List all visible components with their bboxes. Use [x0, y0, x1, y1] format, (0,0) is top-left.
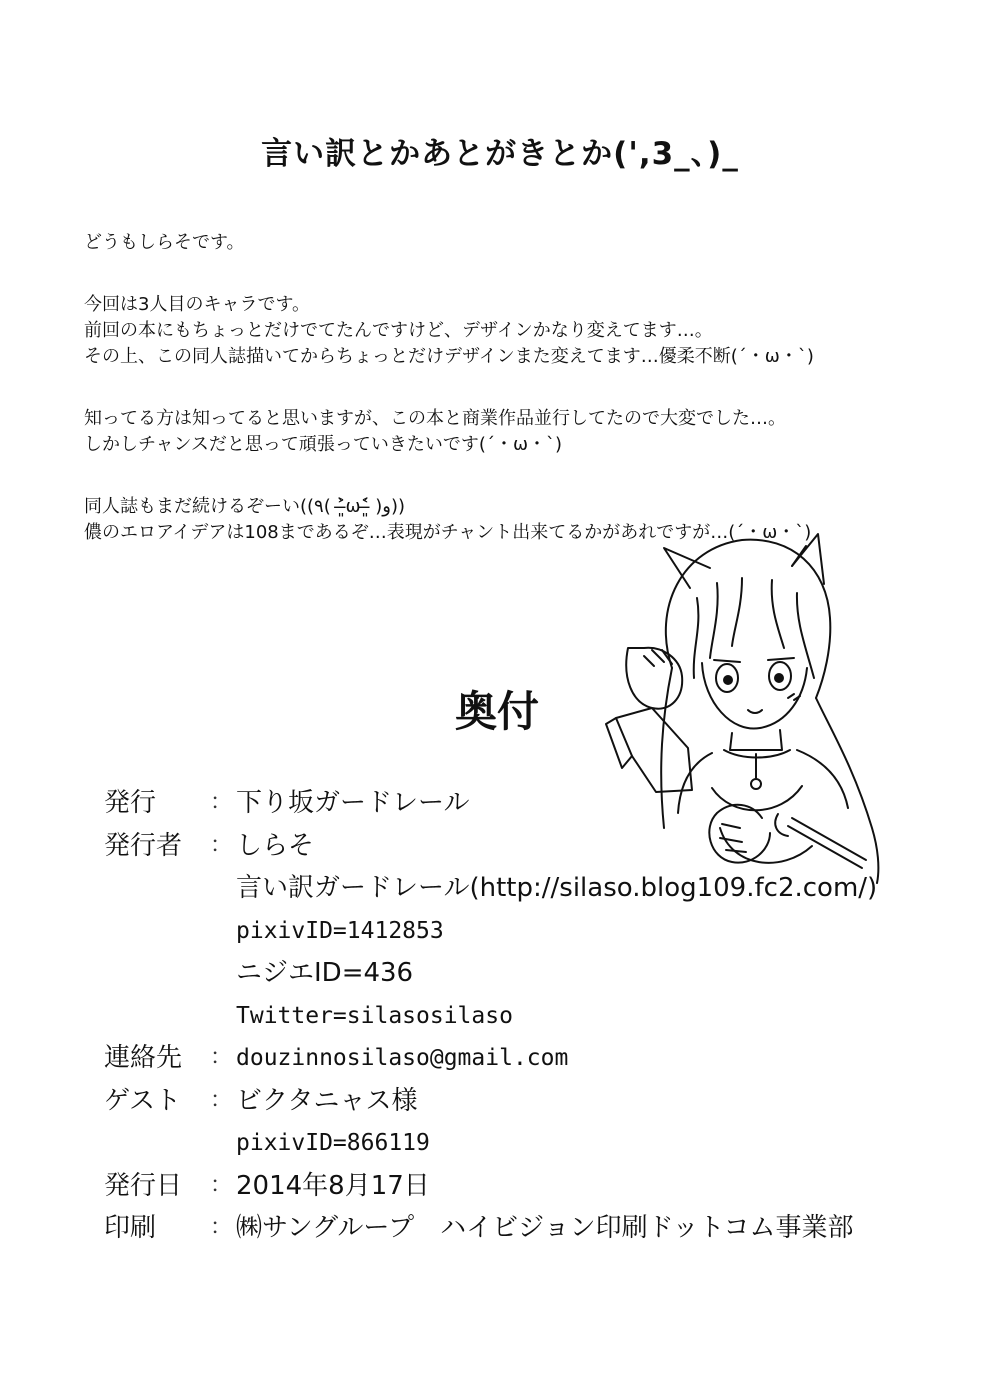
colophon-row-twitter: [104, 995, 964, 1038]
colophon-row-publisher: [104, 825, 964, 868]
colophon-value: douzinnosilaso@gmail.com: [236, 1045, 569, 1071]
afterword-line: しかしチャンスだと思って頑張っていきたいです(´・ω・`): [84, 434, 563, 455]
colophon-label: 発行: [104, 788, 157, 818]
colophon-value: 下り坂ガードレール: [236, 788, 470, 818]
colophon-value: しらそ: [236, 830, 315, 861]
colophon-value: pixivID=866119: [236, 1130, 430, 1156]
afterword-text: [84, 230, 964, 546]
colophon-colon: ：: [210, 1045, 233, 1070]
afterword-line: 同人誌もまだ続けるぞーい((٩( ˃̶͈̀ω˂̶͈́ )و)): [84, 496, 406, 517]
colophon-value: pixivID=1412853: [236, 917, 444, 944]
colophon-row-nijie: [104, 952, 964, 995]
colophon-colon: ：: [210, 1087, 233, 1113]
colophon-value: ビクタニャス様: [236, 1085, 418, 1116]
colophon-row-pixiv: [104, 910, 964, 953]
colophon-value: ニジエID=436: [236, 958, 414, 988]
colophon-colon: ：: [210, 1215, 233, 1240]
colophon-colon: ：: [210, 790, 233, 815]
page-title: 言い訳とかあとがきとか(',3_、)_: [261, 136, 739, 172]
colophon-value: 言い訳ガードレール(http://silaso.blog109.fc2.com/): [236, 873, 878, 903]
colophon-table: [104, 782, 964, 1250]
colophon-label: 連絡先: [104, 1043, 183, 1073]
afterword-line: 儂のエロアイデアは108まであるぞ…表現がチャント出来てるかがあれですが…(´・ω・`): [84, 522, 812, 543]
colophon-row-blog: [104, 867, 964, 910]
colophon-row-guest-pixiv: [104, 1122, 964, 1165]
colophon-row-guest: [104, 1080, 964, 1123]
colophon-title: 奥付: [455, 687, 540, 736]
colophon-value: ㈱サングループ ハイビジョン印刷ドットコム事業部: [236, 1213, 854, 1243]
colophon-colon: ：: [210, 1172, 233, 1198]
afterword-line: 前回の本にもちょっとだけでてたんですけど、デザインかなり変えてます…。: [84, 320, 713, 341]
colophon-label: 発行日: [104, 1170, 183, 1201]
colophon-row-contact: [104, 1037, 964, 1080]
afterword-line: どうもしらそです。: [84, 232, 245, 253]
afterword-line: その上、この同人誌描いてからちょっとだけデザインまた変えてます…優柔不断(´・ω・`): [84, 346, 814, 367]
colophon-label: 発行者: [104, 830, 183, 861]
colophon-label: 印刷: [104, 1213, 157, 1243]
afterword-line: 知ってる方は知ってると思いますが、この本と商業作品並行してたので大変でした…。: [84, 408, 786, 429]
colophon-colon: ：: [210, 832, 233, 858]
colophon-row-date: [104, 1165, 964, 1208]
colophon-value: 2014年8月17日: [236, 1170, 430, 1201]
colophon-row-publication: [104, 782, 964, 825]
colophon-row-printer: [104, 1207, 964, 1250]
colophon-label: ゲスト: [104, 1085, 181, 1116]
colophon-value: Twitter=silasosilaso: [236, 1002, 513, 1029]
afterword-line: 今回は3人目のキャラです。: [84, 294, 311, 315]
